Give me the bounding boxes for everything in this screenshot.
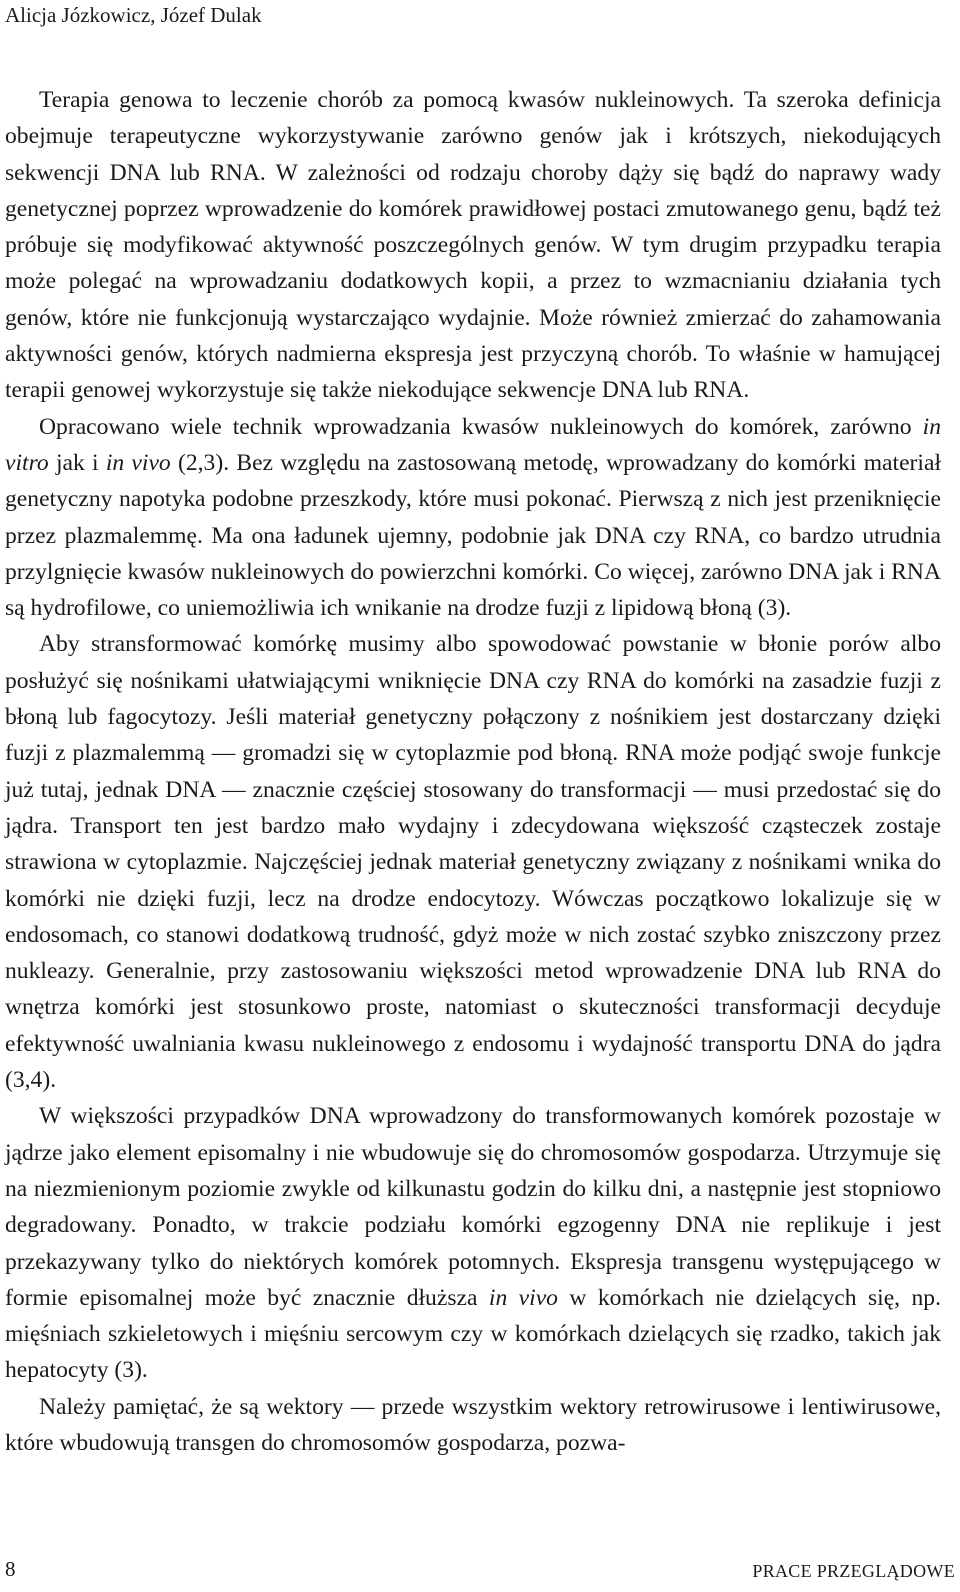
paragraph [5,1389,941,1462]
paragraph-text: Terapia genowa to leczenie chorób za pomocą kwasów nukleinowych. Ta szeroka definicja obejmuje terapeutyczne wykorzystywanie zarówno genów jak i krótszych, niekodujących sekwencji DNA lub RNA. W zależności od rodzaju choroby dąży się bądź do naprawy wady genetycznej poprzez wprowadzenie do komórek prawidłowej postaci zmutowanego genu, bądź też próbuje się modyfikować aktywność poszczególnych genów. W tym drugim przypadku terapia może polegać na wprowadzaniu dodatkowych kopii, a przez to wzmacnianiu działania tych genów, które nie funkcjonują wystarczająco wydajnie. Może również zmierzać do zahamowania aktywności genów, których nadmierna ekspresja jest przyczyną chorób. To właśnie w hamującej terapii genowej wykorzystuje się także niekodujące sekwencje DNA lub RNA. [5,87,941,404]
section-label: PRACE PRZEGLĄDOWE [752,1561,955,1581]
paragraph-text: Aby stransformować komórkę musimy albo spowodować powstanie w błonie porów albo posłużyć się nośnikami ułatwiającymi wniknięcie DNA czy RNA do komórki na zasadzie fuzji z błoną lub fagocytozy. Jeśli materiał genetyczny połączony z nośnikiem jest dostarczany dzięki fuzji z plazmalemmą — gromadzi się w cytoplazmie pod błoną. RNA może podjąć swoje funkcje już tutaj, jednak DNA — znacznie częściej stosowany do transformacji — musi przedostać się do jądra. Transport ten jest bardzo mało wydajny i zdecydowana większość cząsteczek zostaje strawiona w cytoplazmie. Najczęściej jednak materiał genetyczny związany z nośnikami wnika do komórki nie dzięki fuzji, lecz na drodze endocytozy. Wówczas początkowo lokalizuje się w endosomach, co stanowi dodatkową trudność, gdyż może w nich zostać szybko zniszczony przez nukleazy. Generalnie, przy zastosowaniu większości metod wprowadzenie DNA lub RNA do wnętrza komórki jest stosunkowo proste, natomiast o skuteczności transformacji decyduje efektywność uwalniania kwasu nukleinowego z endosomu i wydajność transportu DNA do jądra (3,4). [5,631,941,1094]
paragraph-text: jak i [48,449,106,476]
italic-term: in vivo [488,1284,558,1311]
article-body [5,82,941,1461]
paragraph-text: w komórkach nie dzielących się, np. mięśniach szkieletowych i mięśniu sercowym czy w komórkach dzielących się rzadko, takich jak hepatocyty (3). [5,1284,942,1384]
paragraph [5,409,941,627]
paragraph [5,82,941,409]
paragraph-text: Opracowano wiele technik wprowadzania kwasów nukleinowych do komórek, zarówno [39,413,923,440]
italic-term: in vivo [105,449,171,476]
paragraph-text: (2,3). Bez względu na zastosowaną metodę, wprowadzany do komórki materiał genetyczny napotyka podobne przeszkody, które musi pokonać. Pierwszą z nich jest przeniknięcie przez plazmalemmę. Ma ona ładunek ujemny, podobnie jak DNA czy RNA, co bardzo utrudnia przylgnięcie kwasów nukleinowych do powierzchni komórki. Co więcej, zarówno DNA jak i RNA są hydrofilowe, co uniemożliwia ich wnikanie na drodze fuzji z lipidową błoną (3). [5,449,942,622]
page-number: 8 [5,1557,16,1581]
paragraph-text: Należy pamiętać, że są wektory — przede wszystkim wektory retrowirusowe i lentiwirusowe, które wbudowują transgen do chromosomów gospodarza, pozwa- [5,1393,941,1456]
paragraph [5,626,941,1098]
paragraph-text: W większości przypadków DNA wprowadzony do transformowanych komórek pozostaje w jądrze jako element episomalny i nie wbudowuje się do chromosomów gospodarza. Utrzymuje się na niezmienionym poziomie zwykle od kilkunastu godzin do kilku dni, a następnie jest stopniowo degradowany. Ponadto, w trakcie podziału komórki egzogenny DNA nie replikuje i jest przekazywany tylko do niektórych komórek potomnych. Ekspresja transgenu występującego w formie episomalnej może być znacznie dłuższa [5,1103,941,1311]
italic-term: in vitro [5,413,941,476]
running-header-authors: Alicja Józkowicz, Józef Dulak [5,3,262,27]
paragraph [5,1098,941,1388]
